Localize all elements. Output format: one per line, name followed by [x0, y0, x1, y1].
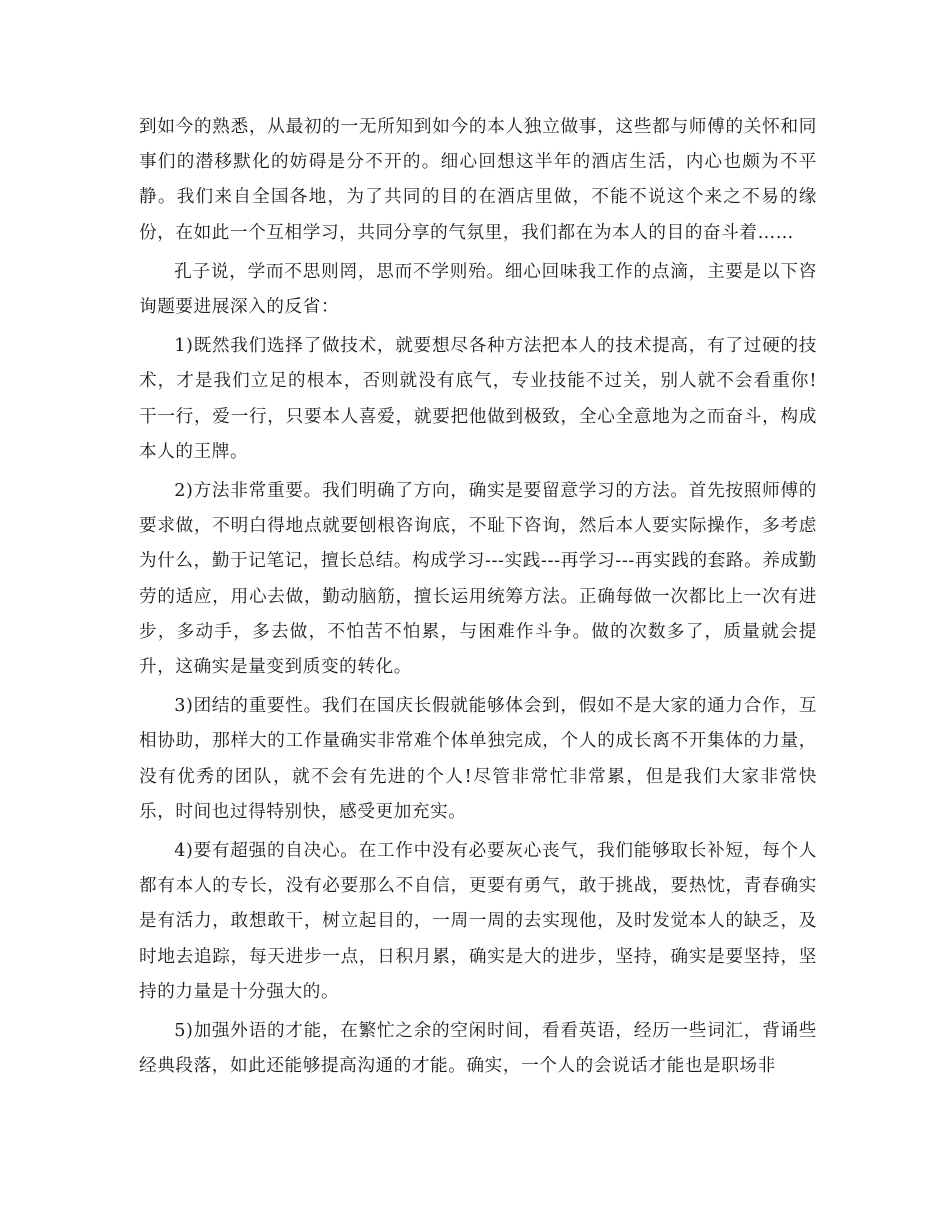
- paragraph-confucius: 孔子说，学而不思则罔，思而不学则殆。细心回味我工作的点滴，主要是以下咨询题要进展深入的反省：: [139, 261, 817, 318]
- paragraph-intro: 到如今的熟悉，从最初的一无所知到如今的本人独立做事，这些都与师傅的关怀和同事们的潜移默化的妨碍是分不开的。细心回想这半年的酒店生活，内心也颇为不平静。我们来自全国各地，为了共同的目的在酒店里做，不能不说这个来之不易的缘份，在如此一个互相学习，共同分享的气氛里，我们都在为本人的目的奋斗着……: [139, 117, 817, 243]
- paragraph-point-4: 4)要有超强的自决心。在工作中没有必要灰心丧气，我们能够取长补短，每个人都有本人的专长，没有必要那么不自信，更要有勇气，敢于挑战，要热忱，青春确实是有活力，敢想敢干，树立起目的，一周一周的去实现他，及时发觉本人的缺乏，及时地去追踪，每天进步一点，日积月累，确实是大的进步，坚持，确实是要坚持，坚持的力量是十分强大的。: [139, 841, 817, 1002]
- paragraph-point-5: 5)加强外语的才能，在繁忙之余的空闲时间，看看英语，经历一些词汇，背诵些经典段落，如此还能够提高沟通的才能。确实，一个人的会说话才能也是职场非: [139, 1021, 817, 1077]
- paragraph-point-1: 1)既然我们选择了做技术，就要想尽各种方法把本人的技术提高，有了过硬的技术，才是我们立足的根本，否则就没有底气，专业技能不过关，别人就不会看重你!干一行，爱一行，只要本人喜爱，就要把他做到极致，全心全意地为之而奋斗，构成本人的王牌。: [139, 336, 817, 462]
- paragraph-point-3: 3)团结的重要性。我们在国庆长假就能够体会到，假如不是大家的通力合作，互相协助，那样大的工作量确实非常难个体单独完成，个人的成长离不开集体的力量，没有优秀的团队，就不会有先进的个人!尽管非常忙非常累，但是我们大家非常快乐，时间也过得特别快，感受更加充实。: [139, 696, 817, 822]
- document-body: [139, 110, 817, 1088]
- paragraph-point-2: 2)方法非常重要。我们明确了方向，确实是要留意学习的方法。首先按照师傅的要求做，不明白得地点就要刨根咨询底，不耻下咨询，然后本人要实际操作，多考虑为什么，勤于记笔记，擅长总结。构成学习---实践---再学习---再实践的套路。养成勤劳的适应，用心去做，勤动脑筋，擅长运用统筹方法。正确每做一次都比上一次有进步，多动手，多去做，不怕苦不怕累，与困难作斗争。做的次数多了，质量就会提升，这确实是量变到质变的转化。: [139, 481, 817, 678]
